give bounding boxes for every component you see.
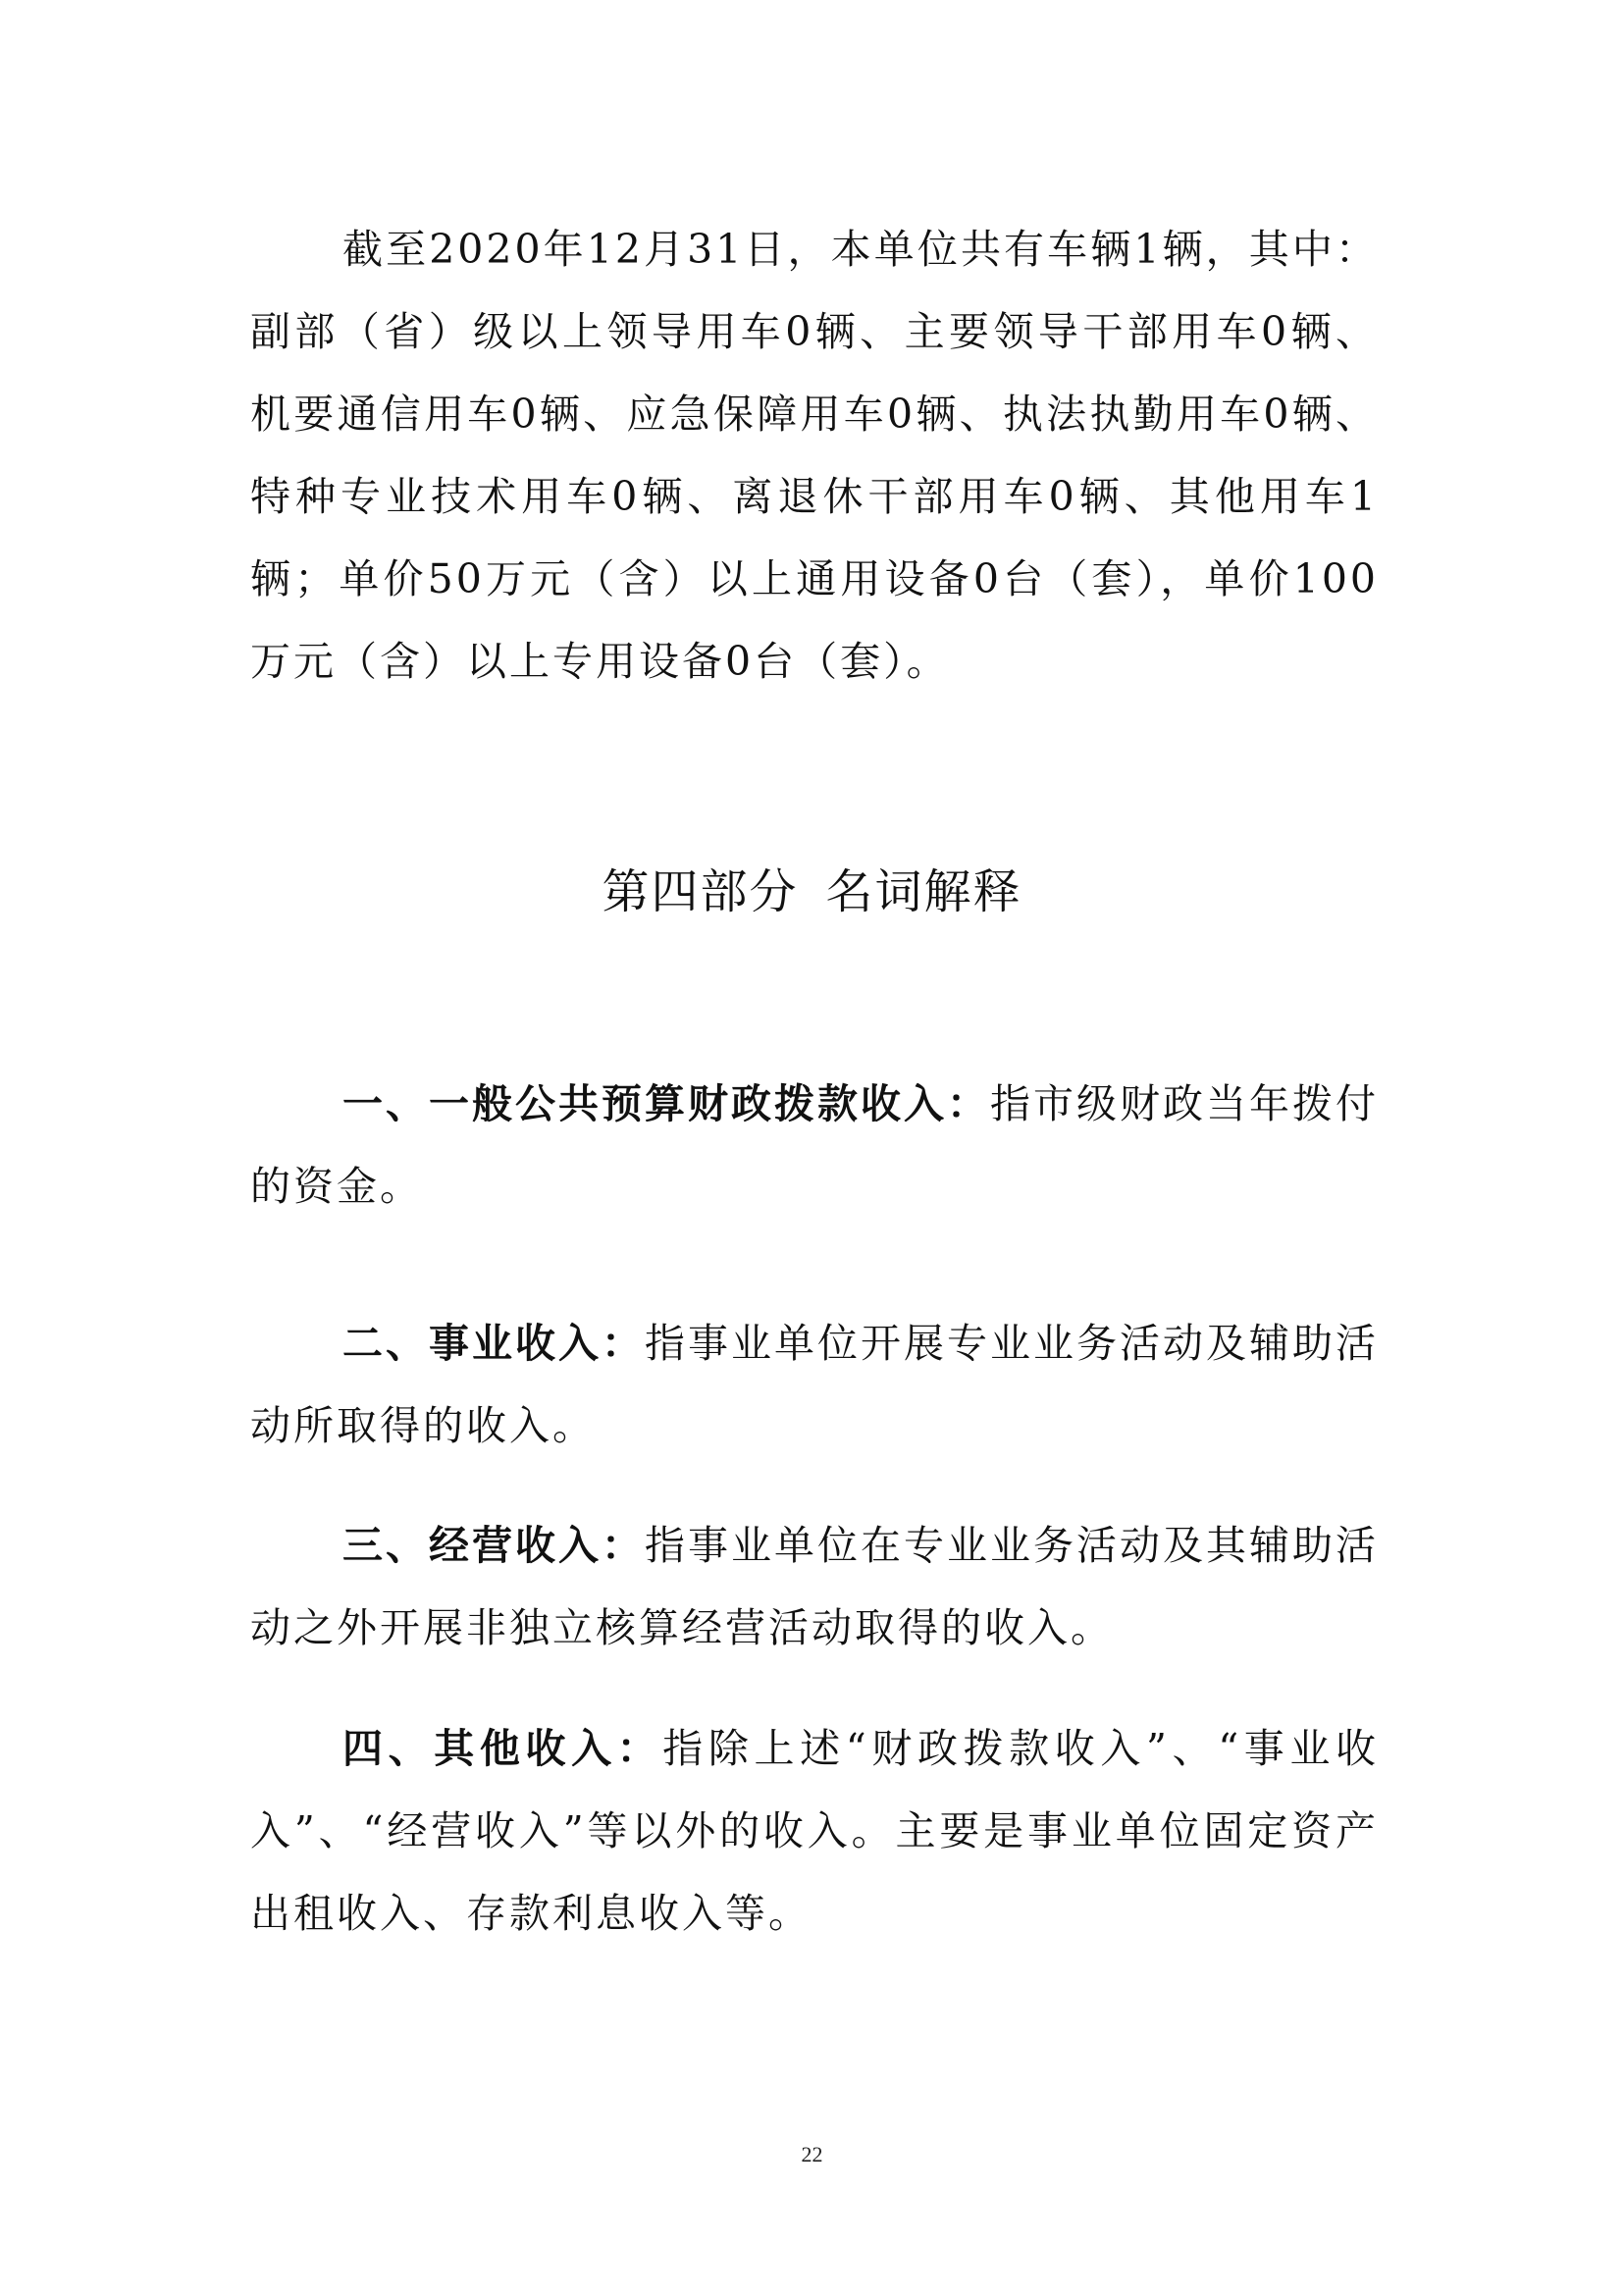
definition-paragraph (250, 1707, 1379, 1955)
definition-text: 指事业单位在专业业务活动及其辅助活动之外开展非独立核算经营活动取得的收入。 (250, 1522, 1379, 1651)
section-heading-part: 第四部分 (602, 864, 799, 919)
definition-term: 三、经营收入： (342, 1522, 645, 1569)
section-heading-title: 名词解释 (825, 864, 1022, 919)
page-number: 22 (801, 2142, 823, 2166)
definition-text: 指事业单位开展专业业务活动及辅助活动所取得的收入。 (250, 1320, 1379, 1449)
definition-paragraph (250, 1063, 1379, 1227)
definition-term: 二、事业收入： (342, 1320, 645, 1367)
section-heading (0, 854, 1624, 921)
definition-paragraph (250, 1302, 1379, 1467)
definition-text: 指市级财政当年拨付的资金。 (250, 1080, 1379, 1210)
definition-term: 一、一般公共预算财政拨款收入： (342, 1080, 990, 1127)
intro-paragraph: 截至2020年12月31日，本单位共有车辆1辆，其中：副部（省）级以上领导用车0辆、主要领导干部用车0辆、机要通信用车0辆、应急保障用车0辆、执法执勤用车0辆、特种专业技术用车0辆、离退休干部用车0辆、其他用车1辆；单价50万元（含）以上通用设备0台（套），单价100万元（含）以上专用设备0台（套）。 (250, 226, 1379, 685)
definition-term: 四、其他收入： (342, 1725, 663, 1772)
definition-paragraph (250, 1504, 1379, 1669)
definition-text: 指除上述“财政拨款收入”、“事业收入”、“经营收入”等以外的收入。主要是事业单位固定资产出租收入、存款利息收入等。 (250, 1725, 1379, 1937)
